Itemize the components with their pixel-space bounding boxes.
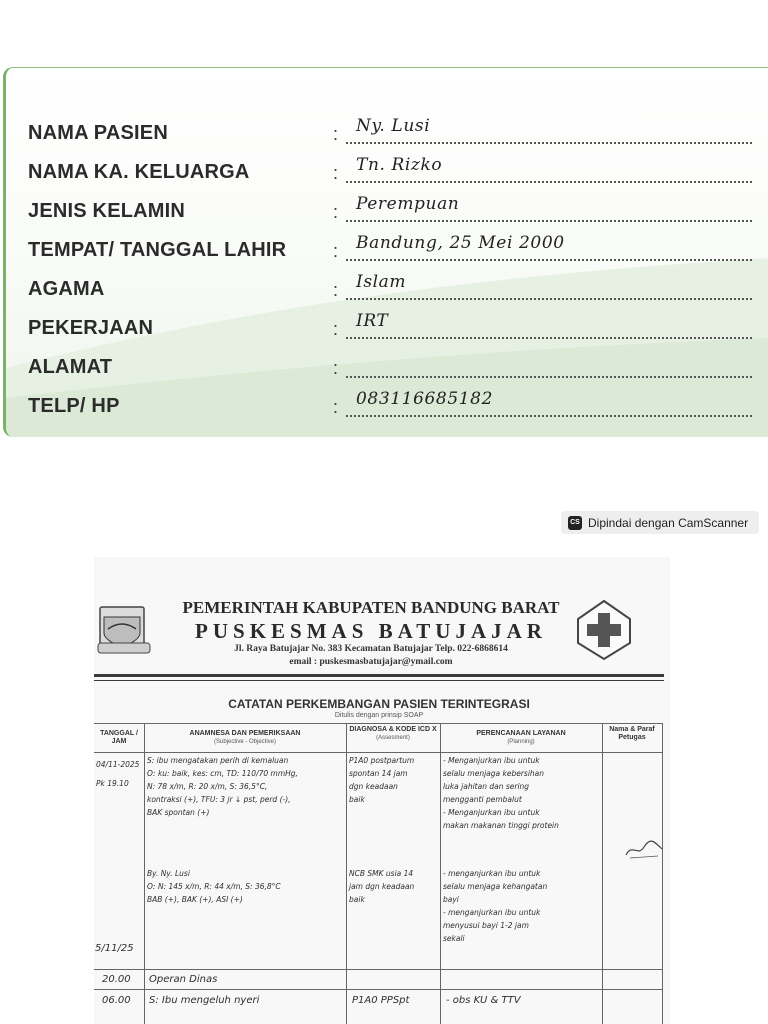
camscanner-label: Dipindai dengan CamScanner [588, 515, 749, 530]
card-label: TELP/ HP [28, 395, 120, 417]
card-row-pekerjaan: PEKERJAAN : IRT [28, 311, 768, 341]
assessment-1: P1A0 postpartum spontan 14 jam dgn keadaan baik [349, 756, 415, 804]
card-row-nama-ka-keluarga: NAMA KA. KELUARGA : Tn. Rizko [28, 155, 768, 185]
soap-subjective-3: S: Ibu mengeluh nyeri [149, 995, 260, 1006]
soap-subjective-objective-2: By. Ny. Lusi O: N: 145 x/m, R: 44 x/m, S: 36,8°C BAB (+), BAK (+), ASI (+) [147, 869, 281, 904]
card-label: NAMA KA. KELUARGA [28, 161, 250, 183]
card-value: Ny. Lusi [356, 116, 431, 136]
card-label: AGAMA [28, 278, 105, 300]
card-label: ALAMAT [28, 356, 113, 378]
entry-date-2: 5/11/25 [95, 943, 134, 954]
soap-table [94, 723, 663, 1024]
card-row-alamat: ALAMAT : [28, 350, 768, 380]
scanned-record-sheet [94, 557, 670, 1024]
entry-time: Pk 19.10 [96, 779, 129, 788]
shift-handover-note: Operan Dinas [149, 974, 218, 985]
patient-identity-card [3, 67, 768, 437]
column-header-anamnesa: ANAMNESA DAN PEMERIKSAAN (Subjective - Objective) [189, 730, 301, 745]
card-row-tempat-tanggal-lahir: TEMPAT/ TANGGAL LAHIR : Bandung, 25 Mei 2000 [28, 233, 768, 263]
assessment-2: NCB SMK usia 14 jam dgn keadaan baik [349, 869, 415, 904]
soap-subjective-objective-1: S: ibu mengatakan perih di kemaluan O: ku: baik, kes: cm, TD: 110/70 mmHg, N: 78 x/m, R: 20 x/m, S: 36,5°C, kontraksi (+), TFU: 3 jr ↓ pst, perd (-), BAK spontan (+) [147, 756, 298, 817]
column-header-diagnosa: DIAGNOSA & KODE ICD X (Assesment) [349, 726, 437, 741]
card-label: PEKERJAAN [28, 317, 154, 339]
entry-date: 04/11-2025 [96, 760, 140, 769]
card-value: IRT [356, 311, 389, 331]
header-address: Jl. Raya Batujajar No. 383 Kecamatan Batujajar Telp. 022-6868614 [234, 644, 508, 654]
card-label: TEMPAT/ TANGGAL LAHIR [28, 239, 287, 261]
planning-3: - obs KU & TTV [446, 995, 521, 1006]
assessment-3: P1A0 PPSpt [352, 995, 410, 1006]
planning-1: - Menganjurkan ibu untuk selalu menjaga kebersihan luka jahitan dan sering mengganti pembalut - Menganjurkan ibu untuk makan makanan tinggi protein [443, 756, 559, 830]
card-value: Perempuan [356, 194, 460, 214]
planning-2: - menganjurkan ibu untuk selalu menjaga kehangatan bayi - menganjurkan ibu untuk menyusui bayi 1-2 jam sekali [443, 869, 548, 943]
card-row-nama-pasien: NAMA PASIEN : Ny. Lusi [28, 116, 768, 146]
card-value: 083116685182 [356, 389, 493, 409]
card-label: NAMA PASIEN [28, 122, 168, 144]
puskesmas-logo-icon [576, 599, 632, 661]
card-row-agama: AGAMA : Islam [28, 272, 768, 302]
column-header-planning: PERENCANAAN LAYANAN (Planning) [476, 730, 566, 745]
card-row-jenis-kelamin: JENIS KELAMIN : Perempuan [28, 194, 768, 224]
header-government: PEMERINTAH KABUPATEN BANDUNG BARAT [182, 598, 560, 617]
card-value: Tn. Rizko [356, 155, 443, 175]
column-header-date: TANGGAL / JAM [100, 730, 138, 745]
table-subtitle: Ditulis dengan prinsip SOAP [334, 712, 424, 719]
header-email: email : puskesmasbatujajar@ymail.com [289, 657, 453, 667]
table-title: CATATAN PERKEMBANGAN PASIEN TERINTEGRASI [228, 697, 530, 711]
column-header-petugas: Nama & Paraf Petugas [609, 726, 655, 741]
card-value: Bandung, 25 Mei 2000 [356, 233, 565, 253]
entry-time-2: 20.00 [102, 974, 131, 985]
card-label: JENIS KELAMIN [28, 200, 186, 222]
camscanner-icon: CS [568, 516, 582, 530]
camscanner-badge [561, 511, 759, 534]
card-row-telp-hp: TELP/ HP : 083116685182 [28, 389, 768, 419]
header-puskesmas: PUSKESMAS BATUJAJAR [195, 619, 547, 643]
signature-icon [624, 837, 664, 862]
regency-emblem-icon [96, 603, 152, 659]
card-value: Islam [356, 272, 407, 292]
entry-time-3: 06.00 [102, 995, 131, 1006]
